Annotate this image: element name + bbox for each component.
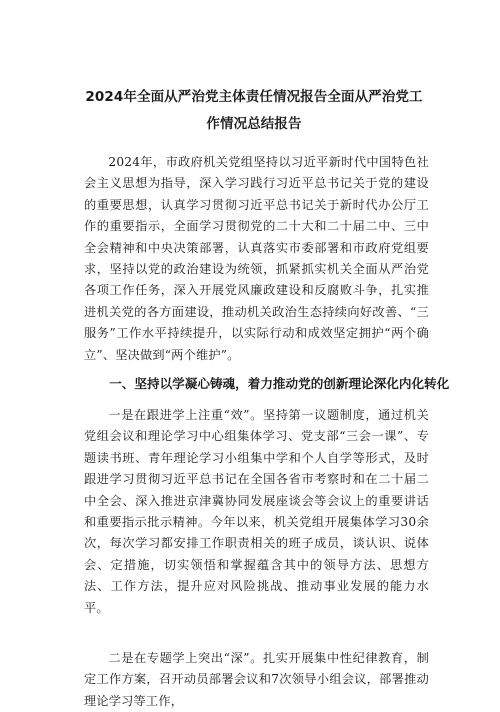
section-paragraph-1: 一是在跟进学上注重“效”。坚持第一议题制度，通过机关党组会议和理论学习中心组集体学习、党支部“三会一课”、专题读书班、青年理论学习小组集中学和个人自学等形式，及时跟进学习贯彻习近平总书记在全国各省市考察时和在二十届二中全会、深入推进京津冀协同发展座谈会等会议上的重要讲话和重要指示批示精神。今年以来，机关党组开展集体学习30余次，每次学习都安排工作职责相关的班子成员，谈认识、说体会、定措施，切实领悟和掌握蕴含其中的领导方法、思想方法、工作方法，提升应对风险挑战、推动事业发展的能力水平。	[84, 408, 429, 615]
section-paragraph-2: 二是在专题学上突出“深”。扎实开展集中性纪律教育，制定工作方案，召开动员部署会议和7次领导小组会议，部署推动理论学习等工作，	[84, 651, 429, 708]
intro-paragraph: 2024年，市政府机关党组坚持以习近平新时代中国特色社会主义思想为指导，深入学习践行习近平总书记关于党的建设的重要思想，认真学习贯彻习近平总书记关于新时代办公厅工作的重要指示，全面学习贯彻党的二十大和二十届二中、三中全会精神和中央决策部署，认真落实市委部署和市政府党组要求，坚持以党的政治建设为统领，抓紧抓实机关全面从严治党各项工作任务，深入开展党风廉政建设和反腐败斗争，扎实推进机关党的各方面建设，推动机关政治生态持续向好改善、“三服务”工作水平持续提升，以实际行动和成效坚定拥护“两个确立”、坚决做到“两个维护”。	[84, 155, 429, 362]
section-heading: 一、坚持以学凝心铸魂，着力推动党的创新理论深化内化转化	[109, 376, 450, 391]
document-title: 2024年全面从严治党主体责任情况报告全面从严治党工作情况总结报告	[85, 89, 423, 132]
